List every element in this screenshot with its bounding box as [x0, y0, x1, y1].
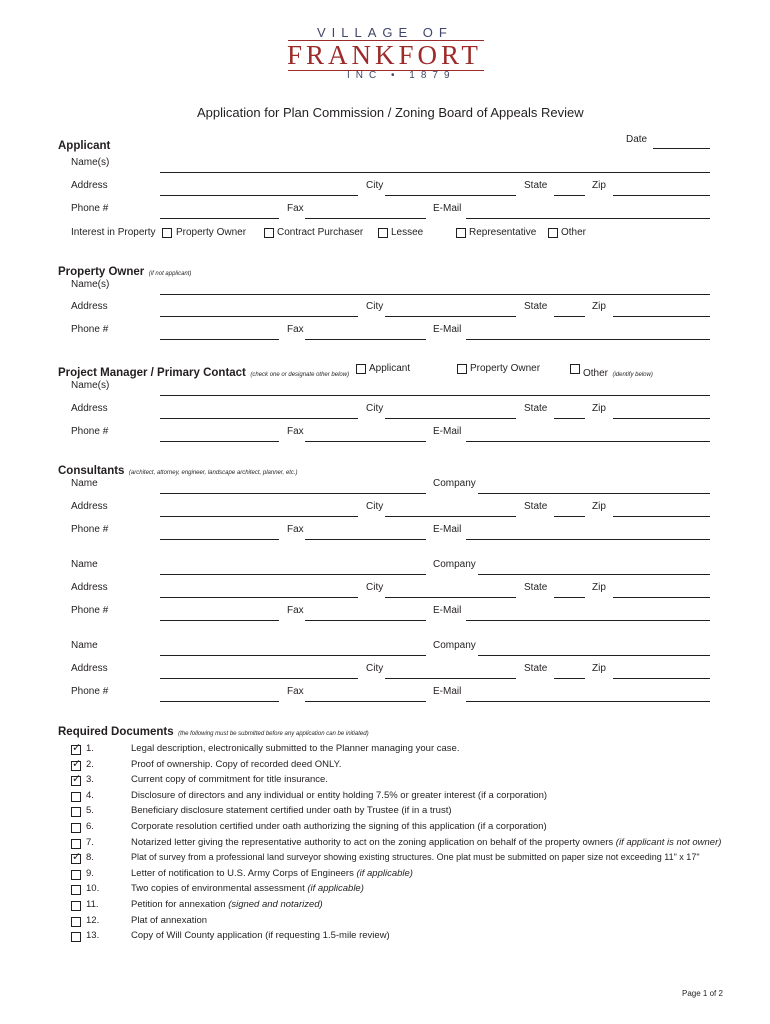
owner-email-label: E-Mail — [433, 324, 462, 335]
required-item-description: Petition for annexation — [131, 899, 229, 910]
consultant2-name-field[interactable] — [160, 574, 426, 575]
required-item-checkbox[interactable] — [71, 851, 82, 864]
interest-other-label: Other — [561, 227, 587, 238]
interest-purchaser-label: Contract Purchaser — [277, 227, 364, 238]
pm-address-label: Address — [71, 403, 108, 414]
required-item-qualifier: (if applicable) — [356, 868, 413, 879]
pm-zip-field[interactable] — [613, 418, 710, 419]
consultant3-phone-field[interactable] — [160, 701, 279, 702]
checkbox-box — [71, 885, 81, 895]
applicant-email-field[interactable] — [466, 218, 710, 219]
required-item-checkbox[interactable] — [71, 807, 81, 817]
owner-address-field[interactable] — [160, 316, 358, 317]
required-item-number: 1. — [86, 743, 94, 754]
owner-fax-field[interactable] — [305, 339, 426, 340]
consultant3-email-label: E-Mail — [433, 686, 462, 697]
owner-note: (if not applicant) — [148, 271, 192, 277]
date-label: Date — [626, 134, 648, 145]
consultant2-state-label: State — [524, 582, 548, 593]
interest-label: Interest in Property — [71, 227, 156, 238]
required-item-number: 7. — [86, 837, 94, 848]
required-item-checkbox[interactable] — [71, 870, 81, 880]
checkbox-box — [71, 823, 81, 833]
consultant3-fax-field[interactable] — [305, 701, 426, 702]
consultant3-address-label: Address — [71, 663, 108, 674]
applicant-fax-field[interactable] — [305, 218, 426, 219]
checkbox-box — [71, 932, 81, 942]
required-item-description: Current copy of commitment for title insurance. — [131, 774, 328, 785]
consultant1-state-field[interactable] — [554, 516, 585, 517]
consultant2-fax-label: Fax — [287, 605, 304, 616]
consultant3-name-field[interactable] — [160, 655, 426, 656]
pm-city-field[interactable] — [385, 418, 516, 419]
required-item-number: 9. — [86, 868, 94, 879]
required-item-text — [131, 930, 390, 941]
consultant3-name-label: Name — [71, 640, 98, 651]
owner-city-field[interactable] — [385, 316, 516, 317]
required-item-text — [131, 837, 721, 848]
consultant1-email-label: E-Mail — [433, 524, 462, 535]
consultant3-zip-label: Zip — [592, 663, 606, 674]
consultant3-fax-label: Fax — [287, 686, 304, 697]
consultant2-email-field[interactable] — [466, 620, 710, 621]
applicant-phone-field[interactable] — [160, 218, 279, 219]
consultant3-company-label: Company — [433, 640, 476, 651]
required-item-text — [131, 883, 364, 894]
required-item-checkbox[interactable] — [71, 773, 82, 786]
required-item-number: 8. — [86, 852, 94, 863]
pm-names-field[interactable] — [160, 395, 710, 396]
interest-owner-label: Property Owner — [176, 227, 247, 238]
consultant2-address-field[interactable] — [160, 597, 358, 598]
required-item-description: Copy of Will County application (if requesting 1.5-mile review) — [131, 930, 390, 941]
checkmark-icon: ✓ — [72, 742, 82, 754]
date-field[interactable] — [653, 148, 710, 149]
pm-state-field[interactable] — [554, 418, 585, 419]
consultant1-company-field[interactable] — [478, 493, 710, 494]
required-item-description: Plat of annexation — [131, 915, 208, 926]
checkbox-box — [71, 901, 81, 911]
consultant1-company-label: Company — [433, 478, 476, 489]
consultant3-state-label: State — [524, 663, 548, 674]
consultant1-city-label: City — [366, 501, 384, 512]
required-item-text — [131, 774, 328, 785]
required-item-qualifier: (if applicable) — [307, 883, 364, 894]
pm-note: (check one or designate other below) — [250, 372, 350, 378]
consultant2-address-label: Address — [71, 582, 108, 593]
pm-state-label: State — [524, 403, 548, 414]
required-item-description: Two copies of environmental assessment — [131, 883, 308, 894]
required-item-checkbox[interactable] — [71, 742, 82, 755]
owner-zip-field[interactable] — [613, 316, 710, 317]
checkbox-box — [71, 870, 81, 880]
owner-address-label: Address — [71, 301, 108, 312]
applicant-fax-label: Fax — [287, 203, 304, 214]
consultant2-state-field[interactable] — [554, 597, 585, 598]
consultant2-phone-field[interactable] — [160, 620, 279, 621]
required-item-number: 6. — [86, 821, 94, 832]
required-item-number: 4. — [86, 790, 94, 801]
pm-other-note: (identify below) — [612, 372, 653, 378]
pm-email-label: E-Mail — [433, 426, 462, 437]
applicant-names-field[interactable] — [160, 172, 710, 173]
required-item-description: Notarized letter giving the representative authority to act on the zoning application on behalf of the property owners — [131, 837, 616, 848]
required-item-text — [131, 868, 413, 879]
pm-owner-checkbox[interactable] — [457, 364, 467, 374]
consultant2-fax-field[interactable] — [305, 620, 426, 621]
pm-city-label: City — [366, 403, 384, 414]
consultants-heading-row — [58, 461, 298, 479]
required-item-text — [131, 821, 547, 832]
consultant2-zip-label: Zip — [592, 582, 606, 593]
required-item-text — [131, 743, 459, 754]
pm-other-label: Other — [583, 368, 609, 379]
consultant2-city-label: City — [366, 582, 384, 593]
required-item-checkbox[interactable] — [71, 823, 81, 833]
required-item-description: Letter of notification to U.S. Army Corps of Engineers — [131, 868, 357, 879]
checkbox-box — [71, 839, 81, 849]
consultant2-zip-field[interactable] — [613, 597, 710, 598]
checkmark-icon: ✓ — [72, 758, 82, 770]
required-item-checkbox[interactable] — [71, 792, 81, 802]
consultant3-address-field[interactable] — [160, 678, 358, 679]
interest-lessee-label: Lessee — [391, 227, 424, 238]
pm-names-label: Name(s) — [71, 380, 110, 391]
owner-heading: Property Owner — [58, 266, 145, 278]
required-item-checkbox[interactable] — [71, 839, 81, 849]
pm-email-field[interactable] — [466, 441, 710, 442]
required-item-qualifier: (signed and notarized) — [228, 899, 323, 910]
interest-other-checkbox[interactable] — [548, 228, 558, 238]
applicant-zip-label: Zip — [592, 180, 606, 191]
required-item-qualifier: (if applicant is not owner) — [615, 837, 722, 848]
pm-address-field[interactable] — [160, 418, 358, 419]
applicant-phone-label: Phone # — [71, 203, 109, 214]
applicant-heading: Applicant — [58, 140, 111, 152]
required-item-text — [131, 805, 452, 816]
page-number: Page 1 of 2 — [682, 989, 723, 998]
required-item-description: Legal description, electronically submitted to the Planner managing your case. — [131, 743, 460, 754]
required-item-checkbox[interactable] — [71, 758, 82, 771]
required-item-description: Disclosure of directors and any individual or entity holding 7.5% or greater interest (if a corporation) — [131, 790, 548, 801]
consultants-note: (architect, attorney, engineer, landscape architect, planner, etc.) — [128, 470, 298, 476]
consultant2-company-field[interactable] — [478, 574, 710, 575]
applicant-state-label: State — [524, 180, 548, 191]
pm-other-checkbox[interactable] — [570, 364, 580, 374]
pm-fax-label: Fax — [287, 426, 304, 437]
interest-representative-checkbox[interactable] — [456, 228, 466, 238]
required-item-text — [131, 915, 207, 926]
page-title: Application for Plan Commission / Zoning Board of Appeals Review — [197, 105, 584, 120]
owner-names-label: Name(s) — [71, 279, 110, 290]
pm-phone-field[interactable] — [160, 441, 279, 442]
required-heading-row — [58, 722, 369, 740]
consultant1-name-label: Name — [71, 478, 98, 489]
applicant-names-label: Name(s) — [71, 157, 110, 168]
consultant3-city-label: City — [366, 663, 384, 674]
owner-zip-label: Zip — [592, 301, 606, 312]
owner-heading-row — [58, 262, 191, 280]
pm-fax-field[interactable] — [305, 441, 426, 442]
required-item-text — [131, 899, 323, 910]
required-item-description: Plat of survey from a professional land surveyor showing existing structures. One plat must be submitted on paper size not exceeding 11" x 17" — [131, 852, 700, 862]
consultant1-phone-label: Phone # — [71, 524, 109, 535]
owner-phone-label: Phone # — [71, 324, 109, 335]
required-item-number: 10. — [86, 883, 100, 894]
required-item-checkbox[interactable] — [71, 901, 81, 911]
applicant-state-field[interactable] — [554, 195, 585, 196]
owner-state-field[interactable] — [554, 316, 585, 317]
applicant-address-field[interactable] — [160, 195, 358, 196]
logo-village-of: VILLAGE OF — [317, 25, 453, 40]
required-item-number: 5. — [86, 805, 94, 816]
applicant-email-label: E-Mail — [433, 203, 462, 214]
pm-applicant-checkbox[interactable] — [356, 364, 366, 374]
required-item-description: Proof of ownership. Copy of recorded deed ONLY. — [131, 759, 342, 770]
checkbox-box — [71, 917, 81, 927]
consultant3-company-field[interactable] — [478, 655, 710, 656]
consultant1-fax-label: Fax — [287, 524, 304, 535]
consultant1-zip-label: Zip — [592, 501, 606, 512]
required-item-checkbox[interactable] — [71, 885, 81, 895]
required-item-number: 11. — [86, 899, 99, 910]
pm-phone-label: Phone # — [71, 426, 109, 437]
consultant3-phone-label: Phone # — [71, 686, 109, 697]
consultants-heading: Consultants — [58, 465, 125, 477]
pm-heading: Project Manager / Primary Contact — [58, 367, 246, 379]
interest-representative-label: Representative — [469, 227, 537, 238]
owner-email-field[interactable] — [466, 339, 710, 340]
consultant1-fax-field[interactable] — [305, 539, 426, 540]
required-item-description: Corporate resolution certified under oath authorizing the signing of this application (if a corporation) — [131, 821, 547, 832]
consultant1-address-field[interactable] — [160, 516, 358, 517]
consultant2-company-label: Company — [433, 559, 476, 570]
consultant1-state-label: State — [524, 501, 548, 512]
consultant2-city-field[interactable] — [385, 597, 516, 598]
consultant1-name-field[interactable] — [160, 493, 426, 494]
required-item-text — [131, 852, 700, 862]
consultant1-email-field[interactable] — [466, 539, 710, 540]
pm-heading-row — [58, 363, 349, 381]
interest-lessee-checkbox[interactable] — [378, 228, 388, 238]
required-item-number: 13. — [86, 930, 100, 941]
checkmark-icon: ✓ — [72, 851, 82, 863]
consultant3-zip-field[interactable] — [613, 678, 710, 679]
required-item-description: Beneficiary disclosure statement certified under oath by Trustee (if in a trust) — [131, 805, 452, 816]
consultant1-phone-field[interactable] — [160, 539, 279, 540]
checkbox-box — [71, 807, 81, 817]
applicant-city-label: City — [366, 180, 384, 191]
required-item-number: 3. — [86, 774, 94, 785]
consultant1-city-field[interactable] — [385, 516, 516, 517]
applicant-address-label: Address — [71, 180, 108, 191]
interest-owner-checkbox[interactable] — [162, 228, 172, 238]
required-item-number: 2. — [86, 759, 94, 770]
required-heading: Required Documents — [58, 726, 174, 738]
required-item-text — [131, 759, 341, 770]
required-note: (the following must be submitted before any application can be initiated) — [178, 731, 369, 737]
checkmark-icon: ✓ — [72, 773, 82, 785]
required-item-checkbox[interactable] — [71, 932, 81, 942]
consultant3-email-field[interactable] — [466, 701, 710, 702]
owner-city-label: City — [366, 301, 384, 312]
owner-phone-field[interactable] — [160, 339, 279, 340]
checkbox-box — [71, 792, 81, 802]
pm-other-row — [583, 363, 653, 381]
consultant3-state-field[interactable] — [554, 678, 585, 679]
pm-owner-label: Property Owner — [470, 363, 541, 374]
required-item-text — [131, 790, 547, 801]
interest-purchaser-checkbox[interactable] — [264, 228, 274, 238]
pm-zip-label: Zip — [592, 403, 606, 414]
owner-fax-label: Fax — [287, 324, 304, 335]
logo-frankfort: FRANKFORT — [287, 40, 482, 70]
pm-applicant-label: Applicant — [369, 363, 411, 374]
consultant1-zip-field[interactable] — [613, 516, 710, 517]
consultant2-email-label: E-Mail — [433, 605, 462, 616]
consultant2-phone-label: Phone # — [71, 605, 109, 616]
owner-names-field[interactable] — [160, 294, 710, 295]
required-item-number: 12. — [86, 915, 100, 926]
owner-state-label: State — [524, 301, 548, 312]
consultant2-name-label: Name — [71, 559, 98, 570]
consultant1-address-label: Address — [71, 501, 108, 512]
consultant3-city-field[interactable] — [385, 678, 516, 679]
applicant-city-field[interactable] — [385, 195, 516, 196]
logo-inc: INC • 1879 — [347, 70, 456, 81]
required-item-checkbox[interactable] — [71, 917, 81, 927]
applicant-zip-field[interactable] — [613, 195, 710, 196]
